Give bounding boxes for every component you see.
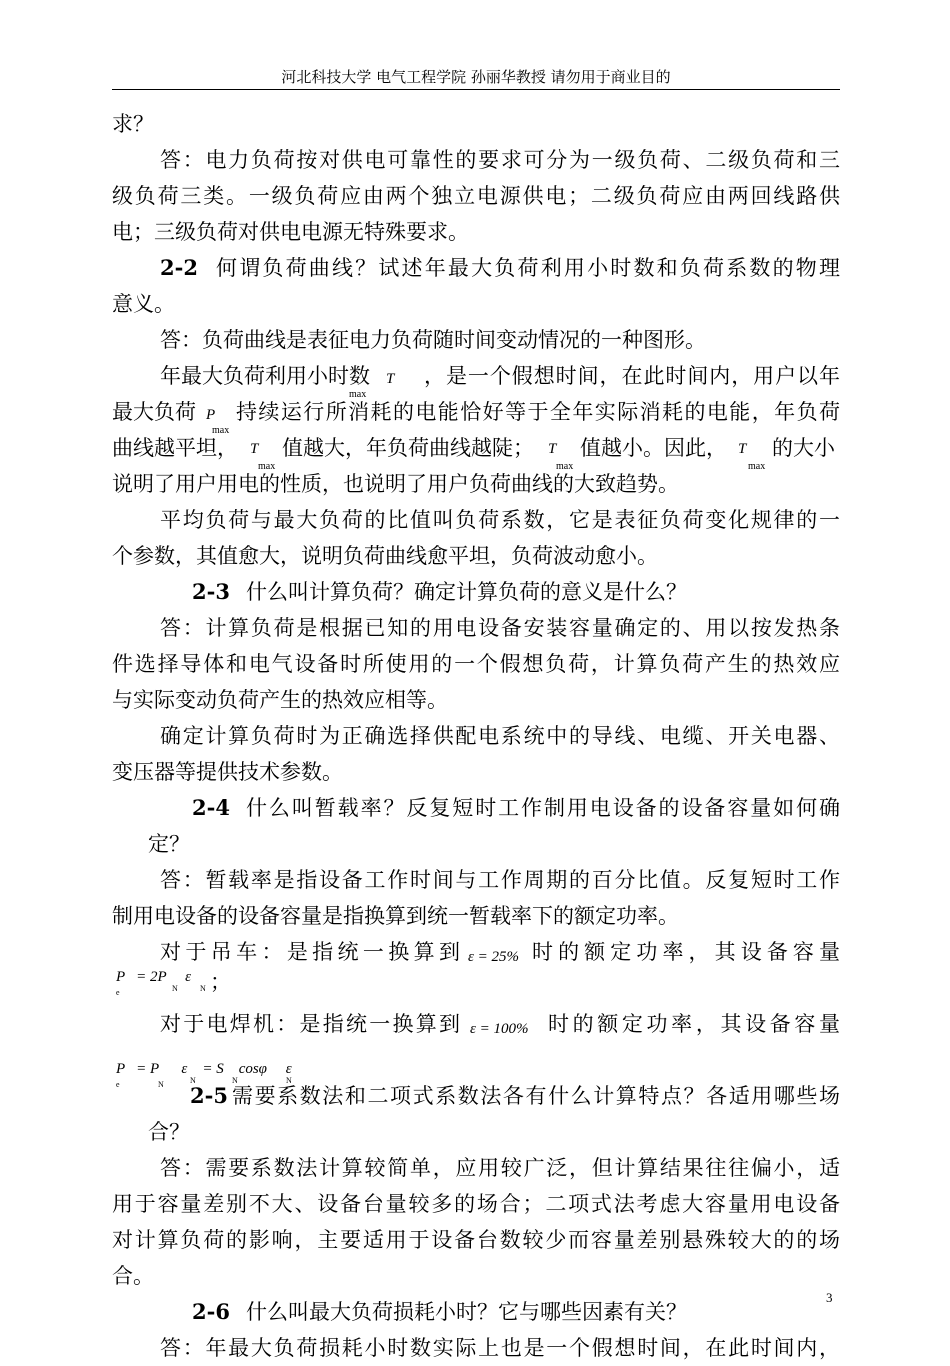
page-header: 河北科技大学 电气工程学院 孙丽华教授 请勿用于商业目的	[112, 67, 840, 90]
subscript: N	[190, 1076, 196, 1085]
text-line: 持续运行所消耗的电能恰好等于全年实际消耗的电能，年负荷	[236, 400, 840, 424]
text-line: ，是一个假想时间，在此时间内，用户以年	[424, 364, 840, 388]
math-formula: P = 2P ε	[116, 969, 192, 985]
text-line: 年最大负荷利用小时数	[160, 364, 370, 388]
text-line: 最大负荷	[112, 400, 196, 424]
text-line: 对于吊车：是指统一换算到	[160, 940, 460, 964]
math-symbol: T	[250, 441, 259, 457]
text-line: 用于容量差别不大、设备台量较多的场合；二项式法考虑大容量用电设备	[112, 1192, 840, 1216]
subscript: N	[172, 984, 178, 993]
subscript: max	[748, 461, 766, 472]
math-symbol: T	[548, 441, 557, 457]
text-line: 定？	[148, 832, 190, 856]
question-number: 2-4	[192, 795, 230, 820]
text-line: 对计算负荷的影响，主要适用于设备台数较少而容量差别悬殊较大的的场	[112, 1228, 840, 1252]
text-line: 意义。	[112, 292, 175, 316]
text-line: 件选择导体和电气设备时所使用的一个假想负荷，计算负荷产生的热效应	[112, 652, 840, 676]
page-number: 3	[826, 1290, 833, 1305]
text-line: 级负荷三类。一级负荷应由两个独立电源供电；二级负荷应由两回线路供	[112, 184, 840, 208]
subscript: max	[258, 461, 276, 472]
math-formula: P = P ε = S cosφ ε	[116, 1061, 292, 1077]
subscript: max	[349, 389, 367, 400]
text-line: 答：负荷曲线是表征电力负荷随时间变动情况的一种图形。	[160, 328, 706, 352]
text-line: 确定计算负荷时为正确选择供配电系统中的导线、电缆、开关电器、	[160, 724, 840, 748]
text-line: 答：需要系数法计算较简单，应用较广泛，但计算结果往往偏小，适	[160, 1156, 840, 1180]
text-line: ；	[210, 970, 231, 994]
text-line: 时的额定功率，其设备容量	[548, 1012, 840, 1036]
text-line: 值越大，年负荷曲线越陡；	[282, 436, 534, 460]
subscript: max	[212, 425, 230, 436]
text-line: 答：暂载率是指设备工作时间与工作周期的百分比值。反复短时工作	[160, 868, 840, 892]
text-line: 个参数，其值愈大，说明负荷曲线愈平坦，负荷波动愈小。	[112, 544, 658, 568]
subscript: e	[116, 988, 120, 997]
text-line: 值越小。因此，	[580, 436, 727, 460]
text-line: 什么叫暂载率？反复短时工作制用电设备的设备容量如何确	[246, 796, 840, 820]
math-symbol: T	[738, 441, 747, 457]
math-symbol: T	[386, 371, 395, 387]
text-line: 合？	[148, 1120, 190, 1144]
text-line: 说明了用户用电的性质，也说明了用户负荷曲线的大致趋势。	[112, 472, 679, 496]
text-line: 制用电设备的设备容量是指换算到统一暂载率下的额定功率。	[112, 904, 679, 928]
text-line: 曲线越平坦，	[112, 436, 238, 460]
text-line: 合。	[112, 1264, 154, 1288]
text-line: 需要系数法和二项式系数法各有什么计算特点？各适用哪些场	[232, 1084, 840, 1108]
question-number: 2-2	[160, 255, 198, 280]
text-line: 电；三级负荷对供电电源无特殊要求。	[112, 220, 469, 244]
text-line: 对于电焊机：是指统一换算到	[160, 1012, 460, 1036]
text-line: 平均负荷与最大负荷的比值叫负荷系数，它是表征负荷变化规律的一	[160, 508, 840, 532]
text-line: 何谓负荷曲线？试述年最大负荷利用小时数和负荷系数的物理	[216, 256, 840, 280]
text-line: 与实际变动负荷产生的热效应相等。	[112, 688, 448, 712]
text-line: 的大小	[772, 436, 835, 460]
text-line: 变压器等提供技术参数。	[112, 760, 343, 784]
math-symbol: P	[206, 407, 216, 423]
text-line: 求？	[112, 112, 154, 136]
text-line: 答：年最大负荷损耗小时数实际上也是一个假想时间，在此时间内，	[160, 1336, 840, 1360]
text-line: 什么叫计算负荷？确定计算负荷的意义是什么？	[246, 580, 687, 604]
text-line: 答：电力负荷按对供电可靠性的要求可分为一级负荷、二级负荷和三	[160, 148, 840, 172]
math-expression: ε = 25%	[468, 949, 520, 965]
question-number: 2-5	[190, 1083, 228, 1108]
question-number: 2-3	[192, 579, 230, 604]
text-line: 答：计算负荷是根据已知的用电设备安装容量确定的、用以按发热条	[160, 616, 840, 640]
subscript: N	[158, 1080, 164, 1089]
text-line: 什么叫最大负荷损耗小时？它与哪些因素有关？	[246, 1300, 687, 1324]
text-line: 时的额定功率，其设备容量	[532, 940, 840, 964]
math-expression: ε = 100%	[470, 1021, 529, 1037]
subscript: N	[232, 1076, 238, 1085]
question-number: 2-6	[192, 1299, 230, 1324]
subscript: N	[200, 984, 206, 993]
subscript: N	[286, 1076, 292, 1085]
subscript: max	[556, 461, 574, 472]
subscript: e	[116, 1080, 120, 1089]
